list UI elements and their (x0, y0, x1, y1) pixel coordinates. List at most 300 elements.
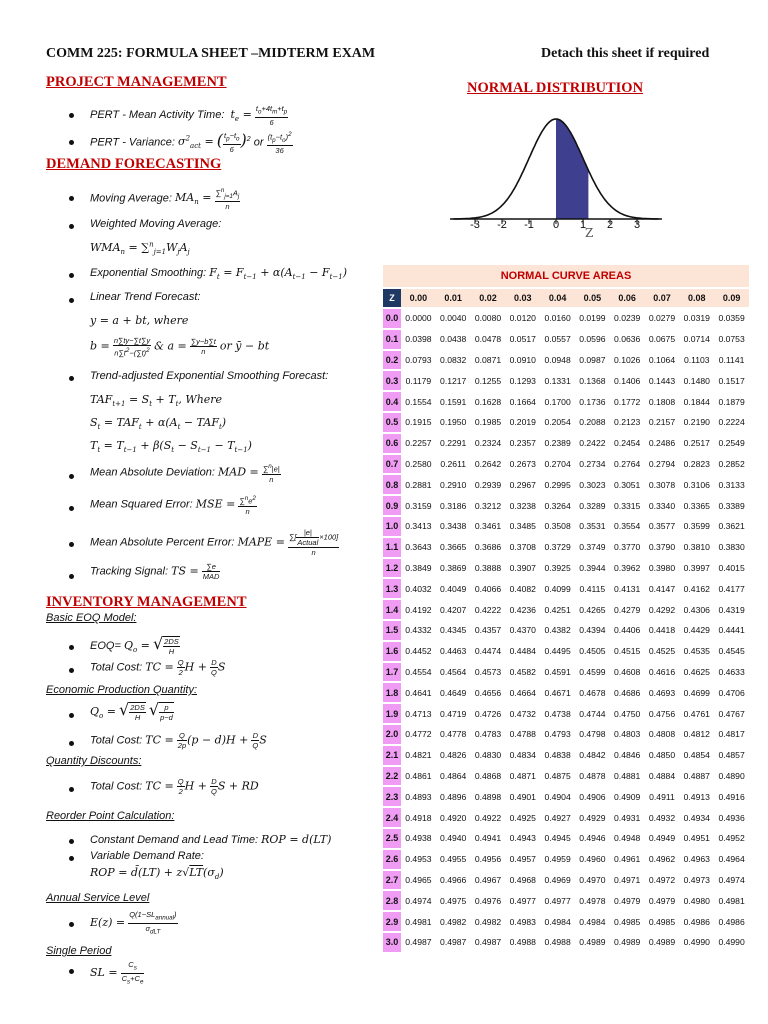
z-value-cell: 2.6 (383, 850, 401, 869)
area-cell: 0.2123 (614, 417, 641, 428)
z-value-cell: 1.1 (383, 538, 401, 557)
area-cell: 0.4788 (509, 729, 536, 740)
basic-eoq-heading: Basic EOQ Model: (46, 612, 137, 624)
z-value-cell: 0.2 (383, 351, 401, 370)
epq-heading: Economic Production Quantity: (46, 684, 198, 696)
table-row (383, 808, 749, 827)
area-cell: 0.4608 (614, 666, 641, 677)
z-value-cell: 2.3 (383, 787, 401, 806)
pert-mean-formula: PERT - Mean Activity Time: $t_e$ = $\frac{t_o+4t_m+t_p}{6}$ (90, 104, 288, 127)
area-cell: 0.3186 (440, 500, 467, 511)
area-cell: 0.4875 (544, 770, 571, 781)
area-cell: 0.4878 (579, 770, 606, 781)
bullet (69, 922, 74, 927)
area-cell: 0.3944 (579, 562, 606, 573)
table-row (383, 642, 749, 661)
area-cell: 0.3389 (718, 500, 745, 511)
column-header: 0.00 (401, 289, 436, 307)
area-cell: 0.4564 (440, 666, 467, 677)
tick-label: 2 (606, 219, 614, 231)
table-row (383, 455, 749, 474)
area-cell: 0.2967 (509, 479, 536, 490)
area-cell: 0.4177 (718, 583, 745, 594)
table-row (383, 413, 749, 432)
area-cell: 0.0832 (440, 354, 467, 365)
area-cell: 0.2764 (614, 458, 641, 469)
area-cell: 0.4463 (440, 646, 467, 657)
area-cell: 0.3790 (648, 542, 676, 553)
area-cell: 0.3078 (648, 479, 676, 490)
bullet (69, 298, 74, 303)
table-row (383, 933, 749, 952)
area-cell: 0.0793 (405, 354, 432, 365)
area-cell: 0.4345 (440, 625, 467, 636)
area-cell: 0.4633 (718, 666, 745, 677)
quantity-discount-total-cost-formula: Total Cost: TC = $\frac{Q}{2}$ H + $\frac{D}{Q}$ S + RD (90, 777, 259, 796)
z-value-cell: 1.9 (383, 704, 401, 723)
area-cell: 0.4732 (509, 708, 536, 719)
column-header: 0.07 (645, 289, 680, 307)
table-row (383, 538, 749, 557)
service-level-formula: SL = $\frac{C_s}{C_s+C_e}$ (90, 960, 144, 985)
area-cell: 0.4545 (718, 646, 745, 657)
area-cell: 0.1985 (474, 417, 502, 428)
area-cell: 0.3531 (579, 521, 606, 532)
weighted-moving-average-formula: $WMA_n = \sum^n_{j=1}W_jA_j$ (90, 240, 190, 256)
area-cell: 0.4719 (440, 708, 467, 719)
z-value-cell: 1.7 (383, 663, 401, 682)
area-cell: 0.4966 (440, 874, 467, 885)
area-cell: 0.4066 (474, 583, 502, 594)
area-cell: 0.4750 (614, 708, 641, 719)
variable-demand-label: Variable Demand Rate: (90, 850, 204, 862)
area-cell: 0.4916 (718, 791, 745, 802)
area-cell: 0.4927 (544, 812, 571, 823)
area-cell: 0.3133 (718, 479, 745, 490)
area-cell: 0.0319 (683, 313, 710, 324)
area-cell: 0.4980 (683, 895, 710, 906)
bullet (69, 113, 74, 118)
table-row (383, 621, 749, 640)
area-cell: 0.3849 (405, 562, 432, 573)
area-cell: 0.4099 (544, 583, 571, 594)
area-cell: 0.4976 (474, 895, 502, 906)
moving-average-formula: Moving Average: $MA_n$ = $\frac{\sum^n_{j=1}A_j}{n}$ (90, 187, 240, 211)
area-cell: 0.0279 (648, 313, 676, 324)
area-cell: 0.4955 (440, 854, 467, 865)
bullet (69, 140, 74, 145)
area-cell: 0.3238 (509, 500, 536, 511)
area-cell: 0.4162 (683, 583, 710, 594)
area-cell: 0.4332 (405, 625, 432, 636)
z-value-cell: 1.0 (383, 517, 401, 536)
area-cell: 0.3729 (544, 542, 571, 553)
epq-formula: $Q_o$ = √ $\frac{2DS}{H}$ √ $\frac{p}{p-d}$ (90, 700, 173, 723)
area-cell: 0.3340 (648, 500, 676, 511)
area-cell: 0.2852 (718, 458, 745, 469)
area-cell: 0.4429 (683, 625, 710, 636)
area-cell: 0.4932 (648, 812, 676, 823)
area-cell: 0.4960 (579, 854, 606, 865)
bullet (69, 376, 74, 381)
table-row (383, 725, 749, 744)
area-cell: 0.0040 (440, 313, 467, 324)
area-cell: 0.4922 (474, 812, 502, 823)
area-cell: 0.4850 (648, 750, 676, 761)
area-cell: 0.4319 (718, 604, 745, 615)
area-cell: 0.1443 (648, 375, 676, 386)
area-cell: 0.4989 (648, 937, 676, 948)
area-cell: 0.4990 (683, 937, 710, 948)
area-cell: 0.1591 (440, 396, 467, 407)
z-value-cell: 1.2 (383, 559, 401, 578)
area-cell: 0.4452 (405, 646, 432, 657)
area-cell: 0.3869 (440, 562, 467, 573)
area-cell: 0.4131 (614, 583, 641, 594)
area-cell: 0.2910 (440, 479, 467, 490)
table-row (383, 871, 749, 890)
area-cell: 0.3023 (579, 479, 606, 490)
z-value-cell: 2.4 (383, 808, 401, 827)
area-cell: 0.4616 (648, 666, 676, 677)
normal-curve-areas-table (383, 265, 749, 954)
area-cell: 0.4591 (544, 666, 571, 677)
table-row (383, 475, 749, 494)
section-normal-distribution: NORMAL DISTRIBUTION (467, 80, 644, 96)
area-cell: 0.0359 (718, 313, 745, 324)
area-cell: 0.4830 (474, 750, 502, 761)
area-cell: 0.4984 (579, 916, 606, 927)
column-header: 0.09 (714, 289, 749, 307)
area-cell: 0.4599 (579, 666, 606, 677)
area-cell: 0.4418 (648, 625, 676, 636)
area-cell: 0.4940 (440, 833, 467, 844)
table-row (383, 704, 749, 723)
area-cell: 0.3315 (614, 500, 641, 511)
area-cell: 0.4948 (614, 833, 641, 844)
mad-formula: Mean Absolute Deviation: MAD = $\frac{\sum^n|e|}{n}$ (90, 463, 280, 484)
z-value-cell: 1.4 (383, 600, 401, 619)
area-cell: 0.0199 (579, 313, 606, 324)
area-cell: 0.4115 (579, 583, 606, 594)
table-corner-z: Z (383, 289, 401, 307)
z-value-cell: 0.8 (383, 475, 401, 494)
area-cell: 0.4971 (614, 874, 641, 885)
area-cell: 0.3577 (648, 521, 676, 532)
area-cell: 0.4973 (683, 874, 710, 885)
variable-demand-formula: ROP = d̄(LT) + $z√LT(\sigma_d)$ (90, 866, 224, 882)
area-cell: 0.4573 (474, 666, 502, 677)
area-cell: 0.3159 (405, 500, 432, 511)
area-cell: 0.3264 (544, 500, 571, 511)
area-cell: 0.0753 (718, 334, 745, 345)
z-value-cell: 0.0 (383, 309, 401, 328)
area-cell: 0.2673 (509, 458, 536, 469)
area-cell: 0.4979 (648, 895, 676, 906)
area-cell: 0.4981 (718, 895, 745, 906)
area-cell: 0.2157 (648, 417, 676, 428)
area-cell: 0.4082 (509, 583, 536, 594)
area-cell: 0.4881 (614, 770, 641, 781)
area-cell: 0.4772 (405, 729, 432, 740)
area-cell: 0.4987 (405, 937, 432, 948)
area-cell: 0.4842 (579, 750, 606, 761)
area-cell: 0.3051 (614, 479, 641, 490)
area-cell: 0.4192 (405, 604, 432, 615)
area-cell: 0.4686 (614, 687, 641, 698)
section-inventory-management: INVENTORY MANAGEMENT (46, 594, 247, 610)
area-cell: 0.4956 (474, 854, 502, 865)
linear-trend-coefficients: b = $\frac{n\sum ty-\sum t\sum y}{n\sum t^2-(\sum t)^2}$ & a = $\frac{\sum y-b\sum t}{n}$ or ȳ − bt (90, 336, 270, 358)
area-cell: 0.0910 (509, 354, 536, 365)
area-cell: 0.4826 (440, 750, 467, 761)
area-cell: 0.4207 (440, 604, 467, 615)
area-cell: 0.3289 (579, 500, 606, 511)
area-cell: 0.1808 (648, 396, 676, 407)
tick-label: 0 (552, 219, 560, 231)
area-cell: 0.4761 (683, 708, 710, 719)
bullet (69, 542, 74, 547)
bullet (69, 196, 74, 201)
column-header: 0.01 (436, 289, 471, 307)
bullet (69, 856, 74, 861)
area-cell: 0.1879 (718, 396, 745, 407)
z-value-cell: 2.7 (383, 871, 401, 890)
area-cell: 0.4515 (614, 646, 641, 657)
area-cell: 0.2389 (544, 438, 571, 449)
area-cell: 0.4834 (509, 750, 536, 761)
area-cell: 0.4357 (474, 625, 502, 636)
area-cell: 0.3830 (718, 542, 745, 553)
area-cell: 0.4370 (509, 625, 536, 636)
area-cell: 0.4699 (683, 687, 710, 698)
area-cell: 0.4918 (405, 812, 432, 823)
tick-label: -3 (470, 219, 480, 231)
area-cell: 0.3106 (683, 479, 710, 490)
area-cell: 0.4474 (474, 646, 502, 657)
smoothed-forecast-formula: $S_t = TAF_t + \alpha(A_t - TAF_t)$ (90, 416, 227, 432)
area-cell: 0.1331 (544, 375, 571, 386)
area-cell: 0.4738 (544, 708, 571, 719)
area-cell: 0.4989 (579, 937, 606, 948)
z-value-cell: 1.6 (383, 642, 401, 661)
section-project-management: PROJECT MANAGEMENT (46, 74, 227, 90)
z-value-cell: 2.0 (383, 725, 401, 744)
epq-total-cost-formula: Total Cost: TC = $\frac{Q}{2p}$ (p − d)H + $\frac{D}{Q}$ S (90, 731, 267, 750)
area-cell: 0.1217 (440, 375, 467, 386)
area-cell: 0.2422 (579, 438, 606, 449)
area-cell: 0.4767 (718, 708, 745, 719)
area-cell: 0.4049 (440, 583, 467, 594)
area-cell: 0.4147 (648, 583, 676, 594)
area-cell: 0.2995 (544, 479, 571, 490)
trend-adjusted-label: Trend-adjusted Exponential Smoothing Forecast: (90, 370, 329, 382)
area-cell: 0.4986 (683, 916, 710, 927)
z-value-cell: 1.3 (383, 579, 401, 598)
area-cell: 0.2357 (509, 438, 536, 449)
area-cell: 0.3686 (474, 542, 502, 553)
table-row (383, 767, 749, 786)
area-cell: 0.1517 (718, 375, 745, 386)
weighted-moving-average-label: Weighted Moving Average: (90, 218, 222, 230)
area-cell: 0.4951 (683, 833, 710, 844)
eoq-formula: $EOQ= Q_o$ = √ $\frac{2DS}{H}$ (90, 634, 179, 657)
area-cell: 0.4896 (440, 791, 467, 802)
table-row (383, 371, 749, 390)
area-cell: 0.1103 (683, 354, 710, 365)
area-cell: 0.2642 (474, 458, 502, 469)
z-value-cell: 1.8 (383, 683, 401, 702)
area-cell: 0.4982 (474, 916, 502, 927)
area-cell: 0.3888 (474, 562, 502, 573)
area-cell: 0.4821 (405, 750, 432, 761)
area-cell: 0.3665 (440, 542, 467, 553)
area-cell: 0.4484 (509, 646, 536, 657)
area-cell: 0.0398 (405, 334, 432, 345)
annual-service-heading: Annual Service Level (46, 892, 150, 904)
bullet (69, 224, 74, 229)
area-cell: 0.4871 (509, 770, 536, 781)
area-cell: 0.3621 (718, 521, 745, 532)
area-cell: 0.1700 (544, 396, 571, 407)
z-value-cell: 1.5 (383, 621, 401, 640)
area-cell: 0.4936 (718, 812, 745, 823)
area-cell: 0.4812 (683, 729, 710, 740)
area-cell: 0.3365 (683, 500, 710, 511)
z-value-cell: 0.6 (383, 434, 401, 453)
area-cell: 0.4678 (579, 687, 606, 698)
area-cell: 0.2939 (474, 479, 502, 490)
area-cell: 0.2190 (683, 417, 710, 428)
area-cell: 0.4582 (509, 666, 536, 677)
table-row (383, 392, 749, 411)
pert-variance-formula: PERT - Variance: $\sigma^2_{act}$ = ( $\frac{t_p-t_o}{6}$ )$^2$ or $\frac{(t_p-t_o)^2}{36}$ (90, 130, 292, 155)
area-cell: 0.4808 (648, 729, 676, 740)
trend-formula: $T_t = T_{t-1} + \beta(S_t - S_{t-1} - T_{t-1})$ (90, 439, 252, 455)
area-cell: 0.4279 (614, 604, 641, 615)
linear-trend-label: Linear Trend Forecast: (90, 291, 201, 303)
area-cell: 0.0000 (405, 313, 432, 324)
area-cell: 0.4726 (474, 708, 502, 719)
area-cell: 0.4803 (614, 729, 641, 740)
column-header: 0.06 (610, 289, 645, 307)
z-value-cell: 0.3 (383, 371, 401, 390)
area-cell: 0.4015 (718, 562, 745, 573)
area-cell: 0.4978 (579, 895, 606, 906)
area-cell: 0.4989 (614, 937, 641, 948)
area-cell: 0.0080 (474, 313, 502, 324)
area-cell: 0.1406 (614, 375, 641, 386)
area-cell: 0.4838 (544, 750, 571, 761)
area-cell: 0.0517 (509, 334, 536, 345)
area-cell: 0.0478 (474, 334, 502, 345)
area-cell: 0.0636 (614, 334, 641, 345)
detach-note: Detach this sheet if required (541, 46, 710, 61)
z-axis-label: Z (585, 226, 594, 240)
area-cell: 0.3907 (509, 562, 536, 573)
area-cell: 0.4967 (474, 874, 502, 885)
area-cell: 0.4251 (544, 604, 571, 615)
area-cell: 0.3413 (405, 521, 432, 532)
area-cell: 0.4265 (579, 604, 606, 615)
area-cell: 0.4864 (440, 770, 467, 781)
area-cell: 0.4656 (474, 687, 502, 698)
area-cell: 0.1628 (474, 396, 502, 407)
area-cell: 0.3508 (544, 521, 571, 532)
area-cell: 0.2881 (405, 479, 432, 490)
z-value-cell: 2.8 (383, 891, 401, 910)
area-cell: 0.4744 (579, 708, 606, 719)
area-cell: 0.3212 (474, 500, 502, 511)
area-cell: 0.4988 (509, 937, 536, 948)
area-cell: 0.4868 (474, 770, 502, 781)
area-cell: 0.4969 (544, 874, 571, 885)
column-header: 0.04 (540, 289, 575, 307)
z-value-cell: 2.1 (383, 746, 401, 765)
area-cell: 0.3997 (683, 562, 710, 573)
area-cell: 0.4893 (405, 791, 432, 802)
tick-label: 3 (633, 219, 641, 231)
area-cell: 0.4986 (718, 916, 745, 927)
bullet (69, 668, 74, 673)
area-cell: 0.3438 (440, 521, 467, 532)
bullet (69, 839, 74, 844)
table-row (383, 579, 749, 598)
table-row (383, 683, 749, 702)
z-value-cell: 0.9 (383, 496, 401, 515)
table-row (383, 663, 749, 682)
table-row (383, 559, 749, 578)
area-cell: 0.4857 (718, 750, 745, 761)
area-cell: 0.1772 (614, 396, 641, 407)
linear-trend-where: y = a + bt, where (90, 314, 189, 327)
area-cell: 0.2580 (405, 458, 432, 469)
area-cell: 0.2823 (683, 458, 710, 469)
table-title: NORMAL CURVE AREAS (383, 265, 749, 287)
quantity-discounts-heading: Quantity Discounts: (46, 755, 142, 767)
area-cell: 0.4963 (683, 854, 710, 865)
area-cell: 0.4931 (614, 812, 641, 823)
area-cell: 0.4985 (614, 916, 641, 927)
area-cell: 0.2019 (509, 417, 536, 428)
bullet (69, 574, 74, 579)
area-cell: 0.4817 (718, 729, 745, 740)
bullet (69, 645, 74, 650)
area-cell: 0.0160 (544, 313, 571, 324)
area-cell: 0.4983 (509, 916, 536, 927)
area-cell: 0.2454 (614, 438, 641, 449)
constant-demand-formula: Constant Demand and Lead Time: ROP = d(LT) (90, 833, 332, 846)
area-cell: 0.4525 (648, 646, 676, 657)
area-cell: 0.3925 (544, 562, 571, 573)
area-cell: 0.3554 (614, 521, 641, 532)
area-cell: 0.4929 (579, 812, 606, 823)
area-cell: 0.4987 (474, 937, 502, 948)
area-cell: 0.4988 (544, 937, 571, 948)
area-cell: 0.4535 (683, 646, 710, 657)
area-cell: 0.4756 (648, 708, 676, 719)
area-cell: 0.4985 (648, 916, 676, 927)
area-cell: 0.2257 (405, 438, 432, 449)
area-cell: 0.4713 (405, 708, 432, 719)
table-row (383, 746, 749, 765)
area-cell: 0.2734 (579, 458, 606, 469)
table-row (383, 309, 749, 328)
column-header: 0.03 (505, 289, 540, 307)
bullet (69, 741, 74, 746)
area-cell: 0.4641 (405, 687, 432, 698)
area-cell: 0.4974 (405, 895, 432, 906)
